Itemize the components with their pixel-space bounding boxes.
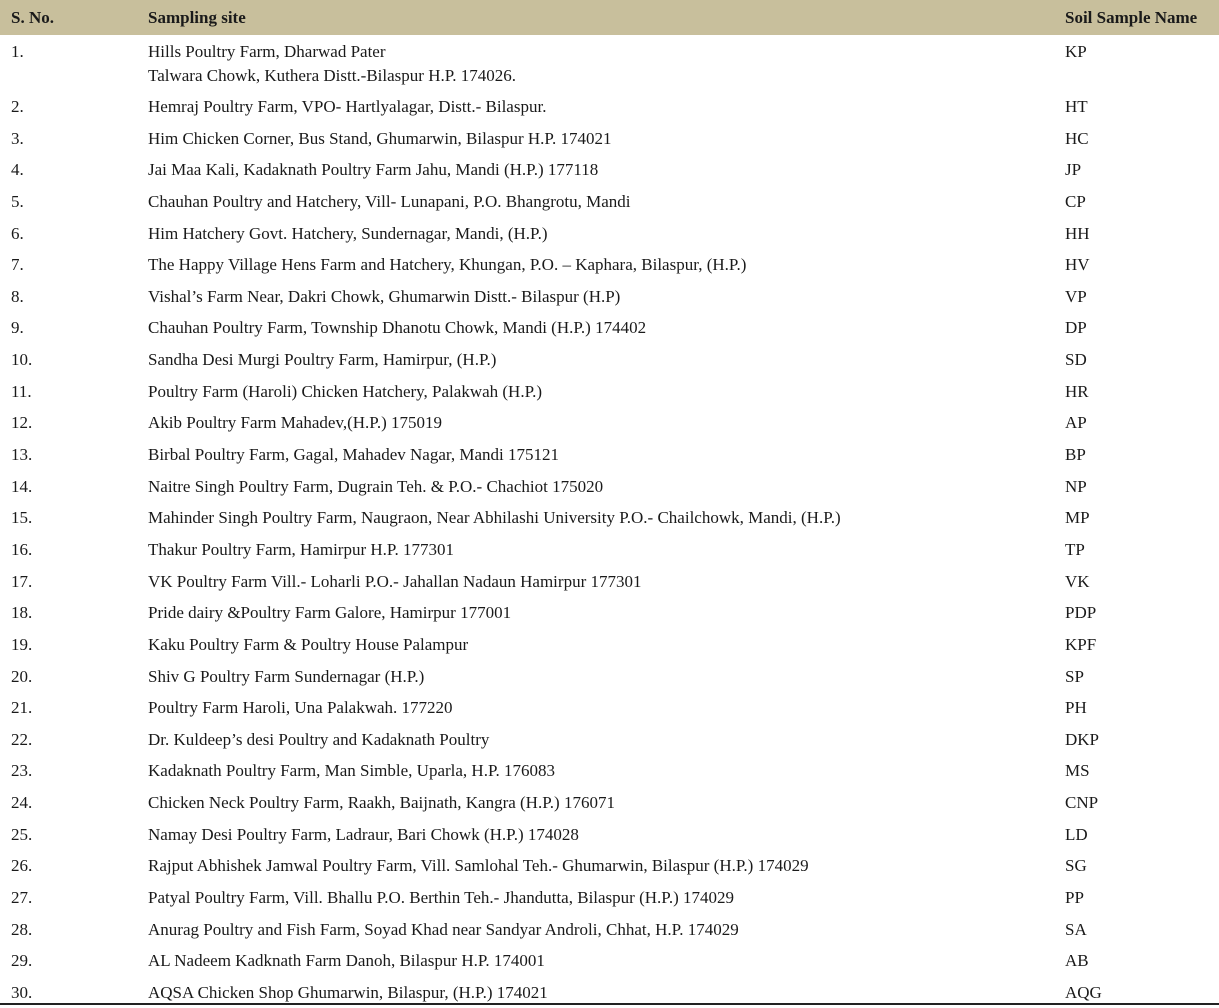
table-row <box>0 185 1219 217</box>
serial-number-cell: 13. <box>11 445 33 465</box>
serial-number-cell: 25. <box>11 824 33 844</box>
soil-sample-name-cell: SA <box>1065 919 1087 939</box>
sampling-site-line: Him Hatchery Govt. Hatchery, Sundernagar, Mandi, (H.P.) <box>148 223 548 243</box>
soil-sample-name-cell: DKP <box>1065 729 1100 749</box>
soil-sample-name-cell: BP <box>1065 445 1086 465</box>
table-row <box>0 786 1219 818</box>
soil-sample-name-cell: PH <box>1065 698 1087 718</box>
serial-number-cell: 21. <box>11 698 33 718</box>
serial-number-cell: 3. <box>11 128 24 148</box>
soil-sample-name-cell: AQG <box>1065 982 1102 1002</box>
table-row <box>0 375 1219 407</box>
serial-number-cell: 12. <box>11 413 33 433</box>
table-row <box>0 723 1219 755</box>
sampling-site-cell <box>148 348 496 372</box>
header-serial-number: S. No. <box>11 8 54 27</box>
soil-sample-name-cell: VP <box>1065 286 1087 306</box>
sampling-site-cell <box>148 158 598 182</box>
sampling-site-line: Dr. Kuldeep’s desi Poultry and Kadaknath Poultry <box>148 729 490 749</box>
header-sampling-site: Sampling site <box>148 8 246 27</box>
sampling-site-cell <box>148 285 620 309</box>
serial-number-cell: 8. <box>11 286 24 306</box>
table-row <box>0 122 1219 154</box>
soil-sample-name-cell: NP <box>1065 476 1087 496</box>
sampling-site-line: Poultry Farm Haroli, Una Palakwah. 177220 <box>148 698 453 718</box>
sampling-site-line: Kaku Poultry Farm & Poultry House Palampur <box>148 634 469 654</box>
table-row <box>0 406 1219 438</box>
serial-number-cell: 30. <box>11 982 33 1002</box>
table-row <box>0 153 1219 185</box>
serial-number-cell: 27. <box>11 888 33 908</box>
table-row <box>0 248 1219 280</box>
serial-number-cell: 11. <box>11 381 32 401</box>
soil-sample-name-cell: HC <box>1065 128 1089 148</box>
serial-number-cell: 19. <box>11 634 33 654</box>
sampling-site-cell <box>148 696 453 720</box>
sampling-site-line: AL Nadeem Kadknath Farm Danoh, Bilaspur H.P. 174001 <box>148 951 545 971</box>
sampling-site-line: Poultry Farm (Haroli) Chicken Hatchery, Palakwah (H.P.) <box>148 381 543 401</box>
soil-sample-name-cell: KP <box>1065 42 1087 61</box>
sampling-site-cell <box>148 411 442 435</box>
soil-sample-name-cell: SG <box>1065 856 1087 876</box>
sampling-site-line: Kadaknath Poultry Farm, Man Simble, Uparla, H.P. 176083 <box>148 761 556 781</box>
sampling-site-cell <box>148 538 454 562</box>
soil-sample-name-cell: LD <box>1065 824 1088 844</box>
serial-number-cell: 29. <box>11 951 33 971</box>
table-row <box>0 944 1219 976</box>
sampling-site-cell <box>148 40 516 88</box>
sampling-site-cell <box>148 316 646 340</box>
sampling-site-cell <box>148 918 739 942</box>
sampling-site-cell <box>148 475 603 499</box>
sampling-site-line: Chauhan Poultry Farm, Township Dhanotu Chowk, Mandi (H.P.) 174402 <box>148 318 647 338</box>
sampling-site-line: Hemraj Poultry Farm, VPO- Hartlyalagar, Distt.- Bilaspur. <box>148 97 547 116</box>
sampling-site-cell <box>148 854 809 878</box>
soil-sample-name-cell: DP <box>1065 318 1087 338</box>
sampling-site-cell <box>148 222 548 246</box>
table-row <box>0 565 1219 597</box>
sampling-site-line: Rajput Abhishek Jamwal Poultry Farm, Vill. Samlohal Teh.- Ghumarwin, Bilaspur (H.P.) 174029 <box>148 856 809 876</box>
sampling-site-line: Mahinder Singh Poultry Farm, Naugraon, Near Abhilashi University P.O.- Chailchowk, Mandi, (H.P.) <box>148 508 841 528</box>
sampling-site-line: Chauhan Poultry and Hatchery, Vill- Lunapani, P.O. Bhangrotu, Mandi <box>148 191 631 211</box>
serial-number-cell: 4. <box>11 160 24 180</box>
sampling-site-cell <box>148 981 548 1005</box>
serial-number-cell: 22. <box>11 729 33 749</box>
table-row <box>0 90 1219 122</box>
serial-number-cell: 16. <box>11 539 33 559</box>
table-row <box>0 533 1219 565</box>
soil-sample-name-cell: SP <box>1065 666 1084 686</box>
sampling-site-line: Him Chicken Corner, Bus Stand, Ghumarwin, Bilaspur H.P. 174021 <box>148 128 612 148</box>
soil-sample-name-cell: CP <box>1065 191 1086 211</box>
soil-sample-name-cell: TP <box>1065 539 1085 559</box>
sampling-site-cell <box>148 949 545 973</box>
table-row <box>0 501 1219 533</box>
soil-sample-name-cell: AP <box>1065 413 1087 433</box>
sampling-site-line: Akib Poultry Farm Mahadev,(H.P.) 175019 <box>148 413 443 433</box>
sampling-site-line: The Happy Village Hens Farm and Hatchery, Khungan, P.O. – Kaphara, Bilaspur, (H.P.) <box>148 255 747 275</box>
sampling-site-cell <box>148 190 630 214</box>
sampling-site-cell <box>148 791 615 815</box>
sampling-site-cell <box>148 380 542 404</box>
sampling-site-line: Sandha Desi Murgi Poultry Farm, Hamirpur, (H.P.) <box>148 350 497 370</box>
serial-number-cell: 14. <box>11 476 33 496</box>
soil-sample-name-cell: SD <box>1065 350 1087 370</box>
table-row <box>0 280 1219 312</box>
sampling-site-cell <box>148 886 734 910</box>
serial-number-cell: 7. <box>11 255 24 275</box>
table-row <box>0 849 1219 881</box>
sampling-site-cell <box>148 95 546 119</box>
serial-number-cell: 10. <box>11 350 33 370</box>
sampling-site-cell <box>148 665 424 689</box>
table-row <box>0 311 1219 343</box>
sampling-site-line: Patyal Poultry Farm, Vill. Bhallu P.O. Berthin Teh.- Jhandutta, Bilaspur (H.P.) 174029 <box>148 888 735 908</box>
soil-sample-name-cell: HH <box>1065 223 1090 243</box>
table-row <box>0 660 1219 692</box>
sampling-site-line: Hills Poultry Farm, Dharwad Pater <box>148 42 386 61</box>
table-body <box>0 35 1219 1008</box>
serial-number-cell: 23. <box>11 761 33 781</box>
sampling-site-line: Vishal’s Farm Near, Dakri Chowk, Ghumarwin Distt.- Bilaspur (H.P) <box>148 286 621 306</box>
soil-sample-name-cell: HT <box>1065 97 1088 116</box>
table-row <box>0 217 1219 249</box>
table-row <box>0 343 1219 375</box>
table-row <box>0 881 1219 913</box>
table-row <box>0 438 1219 470</box>
sampling-site-cell <box>148 127 612 151</box>
serial-number-cell: 6. <box>11 223 24 243</box>
serial-number-cell: 20. <box>11 666 33 686</box>
serial-number-cell: 26. <box>11 856 33 876</box>
sampling-site-line: AQSA Chicken Shop Ghumarwin, Bilaspur, (H.P.) 174021 <box>148 982 548 1002</box>
serial-number-cell: 2. <box>11 97 24 116</box>
sampling-site-line: Birbal Poultry Farm, Gagal, Mahadev Nagar, Mandi 175121 <box>148 445 560 465</box>
sampling-site-line: Talwara Chowk, Kuthera Distt.-Bilaspur H.P. 174026. <box>148 66 517 85</box>
sampling-site-line: Pride dairy &Poultry Farm Galore, Hamirpur 177001 <box>148 603 512 623</box>
sampling-site-cell <box>148 443 559 467</box>
sampling-site-line: Jai Maa Kali, Kadaknath Poultry Farm Jahu, Mandi (H.P.) 177118 <box>148 160 599 180</box>
sampling-site-line: Chicken Neck Poultry Farm, Raakh, Baijnath, Kangra (H.P.) 176071 <box>148 793 615 813</box>
sampling-site-cell <box>148 601 511 625</box>
soil-sample-name-cell: HR <box>1065 381 1089 401</box>
table-row <box>0 470 1219 502</box>
soil-sample-name-cell: CNP <box>1065 793 1099 813</box>
sampling-site-cell <box>148 633 468 657</box>
sampling-site-cell <box>148 253 746 277</box>
soil-sample-name-cell: PP <box>1065 888 1084 908</box>
sampling-site-cell <box>148 728 489 752</box>
sampling-site-line: Naitre Singh Poultry Farm, Dugrain Teh. & P.O.- Chachiot 175020 <box>148 476 604 496</box>
soil-sample-name-cell: KPF <box>1065 634 1097 654</box>
serial-number-cell: 15. <box>11 508 33 528</box>
sampling-site-line: Shiv G Poultry Farm Sundernagar (H.P.) <box>148 666 425 686</box>
serial-number-cell: 28. <box>11 919 33 939</box>
serial-number-cell: 17. <box>11 571 33 591</box>
soil-sample-name-cell: AB <box>1065 951 1089 971</box>
soil-sample-name-cell: MS <box>1065 761 1090 781</box>
sampling-site-cell <box>148 759 555 783</box>
sampling-site-line: Namay Desi Poultry Farm, Ladraur, Bari Chowk (H.P.) 174028 <box>148 824 579 844</box>
sampling-site-cell <box>148 823 579 847</box>
table-row <box>0 913 1219 945</box>
sampling-site-line: VK Poultry Farm Vill.- Loharli P.O.- Jahallan Nadaun Hamirpur 177301 <box>148 571 642 591</box>
soil-sample-name-cell: MP <box>1065 508 1090 528</box>
sampling-site-line: Thakur Poultry Farm, Hamirpur H.P. 177301 <box>148 539 454 559</box>
table-header <box>0 0 1219 35</box>
serial-number-cell: 1. <box>11 42 24 61</box>
soil-sample-name-cell: VK <box>1065 571 1090 591</box>
soil-sample-name-cell: HV <box>1065 255 1090 275</box>
table-row <box>0 691 1219 723</box>
serial-number-cell: 5. <box>11 191 24 211</box>
sampling-site-cell <box>148 506 841 530</box>
serial-number-cell: 18. <box>11 603 33 623</box>
serial-number-cell: 24. <box>11 793 33 813</box>
table-row <box>0 754 1219 786</box>
sampling-site-cell <box>148 570 641 594</box>
soil-sample-name-cell: PDP <box>1065 603 1097 623</box>
serial-number-cell: 9. <box>11 318 24 338</box>
table-row <box>0 596 1219 628</box>
table-row <box>0 35 1219 90</box>
header-soil-sample-name: Soil Sample Name <box>1065 8 1198 27</box>
table-row <box>0 818 1219 850</box>
table-row <box>0 628 1219 660</box>
sampling-site-line: Anurag Poultry and Fish Farm, Soyad Khad near Sandyar Androli, Chhat, H.P. 174029 <box>148 919 739 939</box>
soil-sample-name-cell: JP <box>1065 160 1082 180</box>
